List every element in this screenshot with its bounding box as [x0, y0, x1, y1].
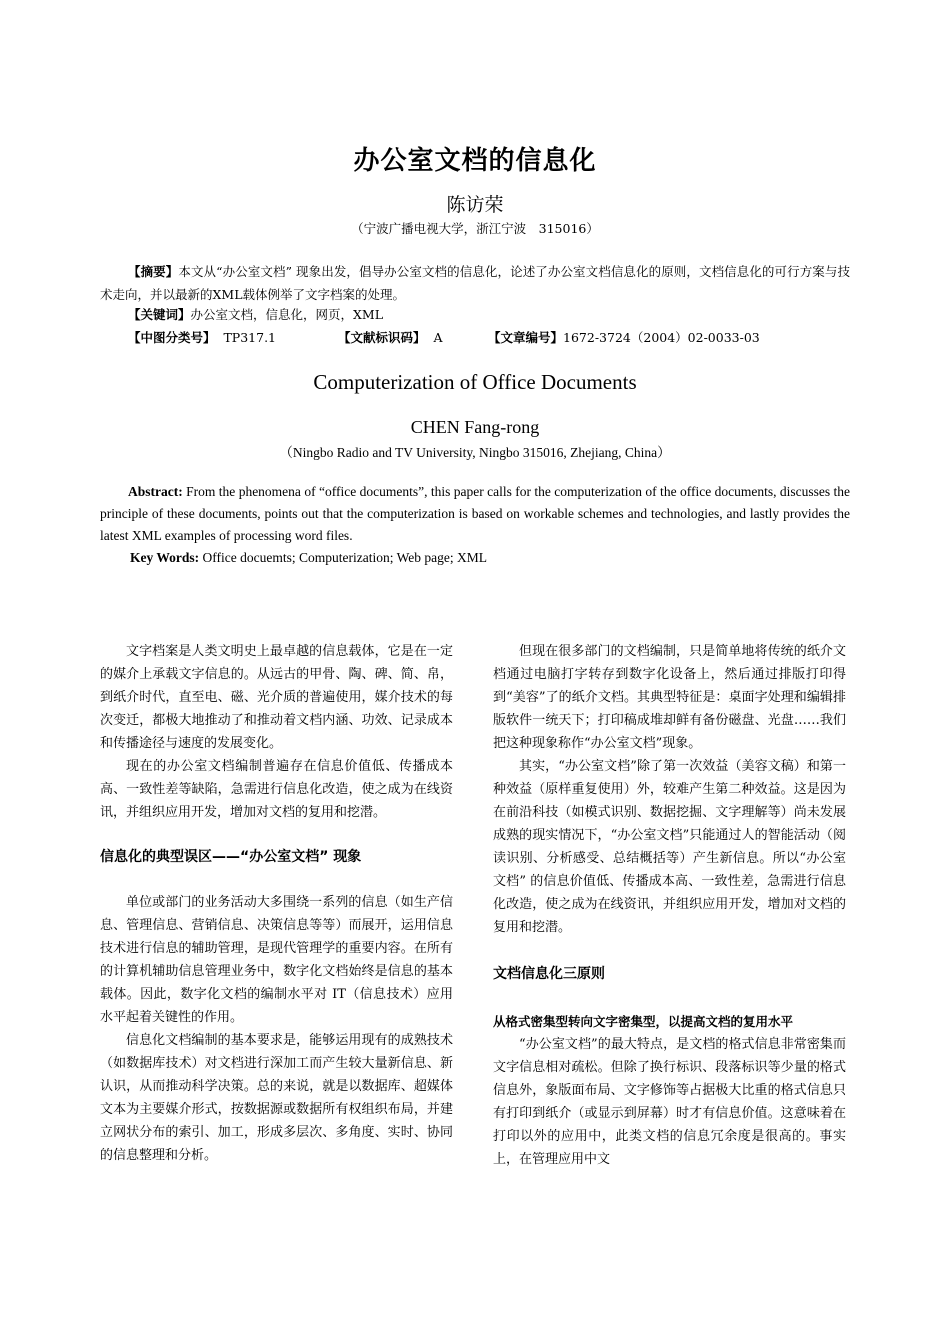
section-heading: 信息化的典型误区——“办公室文档” 现象 [100, 849, 362, 865]
body-column-right [493, 640, 846, 1171]
keywords-en [130, 547, 850, 569]
author-cn: 陈访荣 [446, 194, 504, 216]
article-number-label: 【文章编号】 [488, 330, 564, 345]
abstract-cn [100, 260, 850, 306]
abstract-cn-label: 【摘要】 [128, 264, 179, 279]
keywords-cn-label: 【关键词】 [128, 307, 191, 322]
body-paragraph: 信息化文档编制的基本要求是，能够运用现有的成熟技术（如数据库技术）对文档进行深加工而产生较大量新信息、新认识，从而推动科学决策。总的来说，就是以数据库、超媒体文本为主要媒介形式，按数据源或数据所有权组织布局，并建立网状分布的索引、加工，形成多层次、多角度、实时、协同的信息整理和分析。 [100, 1033, 453, 1163]
article-number-value: 1672-3724（2004）02-0033-03 [563, 330, 760, 345]
clc-label: 【中图分类号】 [128, 330, 216, 345]
body-paragraph: 现在的办公室文档编制普遍存在信息价值低、传播成本高、一致性差等缺陷，急需进行信息化改造，使之成为在线资讯，并组织应用开发，增加对文档的复用和挖潜。 [100, 759, 453, 820]
body-paragraph: 文字档案是人类文明史上最卓越的信息载体，它是在一定的媒介上承载文字信息的。从远古的甲骨、陶、碑、简、帛，到纸介时代，直至电、磁、光介质的普遍使用，媒介技术的每次变迁，都极大地推动了和推动着文档内涵、功效、记录成本和传播途径与速度的发展变化。 [100, 644, 453, 751]
keywords-cn-text: 办公室文档，信息化，网页，XML [190, 307, 384, 322]
keywords-en-text: Office docuemts; Computerization; Web page; XML [202, 550, 487, 565]
clc-value: TP317.1 [223, 330, 277, 345]
body-paragraph: 单位或部门的业务活动大多围绕一系列的信息（如生产信息、管理信息、营销信息、决策信息等等）而展开，运用信息技术进行信息的辅助管理，是现代管理学的重要内容。在所有的计算机辅助信息管理业务中，数字化文档始终是信息的基本载体。因此，数字化文档的编制水平对 IT（信息技术）应用水平起着关键性的作用。 [100, 895, 453, 1025]
keywords-cn [128, 305, 848, 325]
doc-code-label: 【文献标识码】 [338, 330, 426, 345]
body-paragraph: 其实，“办公室文档”除了第一次效益（美容文稿）和第一种效益（原样重复使用）外，较难产生第二种效益。这是因为在前沿科技（如模式识别、数据挖掘、文字理解等）尚未发展成熟的现实情况下，“办公室文档”只能通过人的智能活动（阅读识别、分析感受、总结概括等）产生新信息。所以“办公室文档” 的信息价值低、传播成本高、一致性差，急需进行信息化改造，使之成为在线资讯，并组织应用开发，增加对文档的复用和挖潜。 [493, 759, 846, 935]
body-column-left [100, 640, 453, 1167]
abstract-en-text: From the phenomena of “office documents”, this paper calls for the computerization of the office documents, discusses the principle of these documents, points out that the computerization is based on workable schemes and technologies, and lastly provides the latest XML examples of processing word files. [100, 484, 850, 543]
affiliation-en: （Ningbo Radio and TV University, Ningbo 315016, Zhejiang, China） [279, 445, 671, 460]
body-paragraph: 但现在很多部门的文档编制，只是简单地将传统的纸介文档通过电脑打字转存到数字化设备上，然后通过排版打印得到“美容”了的纸介文档。其典型特征是：桌面字处理和编辑排版软件一统天下；打印稿成堆却鲜有备份磁盘、光盘……我们把这种现象称作“办公室文档”现象。 [493, 644, 846, 751]
affiliation-cn: （宁波广播电视大学，浙江宁波 315016） [351, 221, 599, 236]
abstract-en-label: Abstract: [128, 484, 183, 499]
subsection-heading: 从格式密集型转向文字密集型，以提高文档的复用水平 [493, 1014, 794, 1029]
keywords-en-label: Key Words: [130, 550, 200, 565]
paper-title-cn: 办公室文档的信息化 [353, 146, 597, 176]
paper-title-en: Computerization of Office Documents [313, 370, 637, 394]
author-en: CHEN Fang-rong [410, 417, 540, 437]
doc-code-value: A [433, 330, 443, 345]
abstract-cn-text: 本文从“办公室文档” 现象出发，倡导办公室文档的信息化，论述了办公室文档信息化的原则，文档信息化的可行方案与技术走向，并以最新的XML载体例举了文字档案的处理。 [100, 264, 850, 302]
abstract-en [100, 481, 850, 547]
section-heading: 文档信息化三原则 [493, 966, 605, 982]
body-paragraph: “办公室文档”的最大特点，是文档的格式信息非常密集而文字信息相对疏松。但除了换行标识、段落标识等少量的格式信息外，象版面布局、文字修饰等占据极大比重的格式信息只有打印到纸介（或显示到屏幕）时才有信息价值。这意味着在打印以外的应用中，此类文档的信息冗余度是很高的。事实上，在管理应用中文 [493, 1037, 846, 1167]
